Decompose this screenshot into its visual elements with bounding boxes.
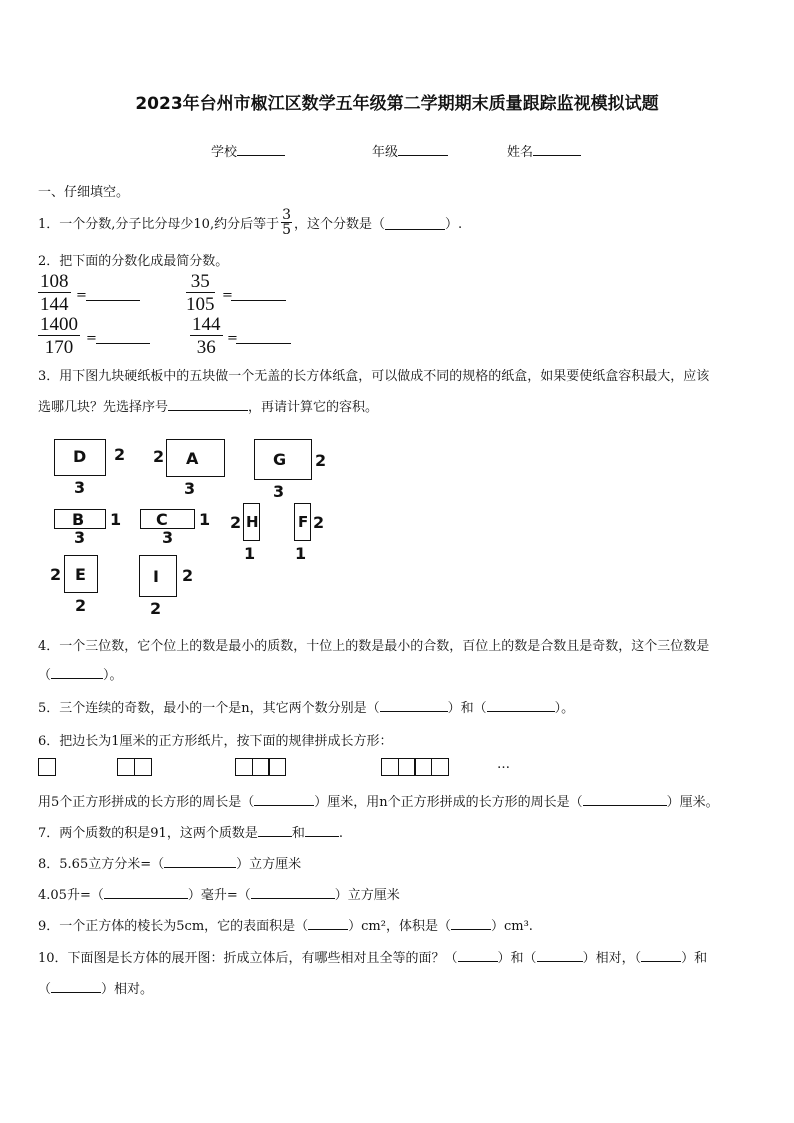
q8-text-3: 4.05升=（ [38, 888, 104, 903]
square [134, 758, 152, 776]
q8-blank-1[interactable] [164, 853, 236, 868]
question-9 [38, 915, 533, 934]
question-3-line-2 [38, 396, 378, 415]
board-i-bottom: 2 [150, 599, 162, 618]
question-4-line-1: 4．一个三位数，它个位上的数是最小的质数，十位上的数是最小的合数，百位上的数是合数且是奇数，这个三位数是 [38, 639, 710, 654]
q1-numerator: 3 [282, 206, 291, 223]
section-heading: 一、仔细填空。 [38, 185, 130, 200]
q2-eq-2: = [222, 288, 233, 303]
q8-text-2: ）立方厘米 [236, 857, 302, 872]
q10-text: 10．下面图是长方体的展开图：折成立体后，有哪些相对且全等的面？（ [38, 951, 458, 966]
board-d-side: 2 [114, 445, 126, 464]
q2-eq-1: = [76, 288, 87, 303]
square [117, 758, 135, 776]
q2-f3-denominator: 170 [44, 337, 74, 358]
q2-fraction-4 [190, 315, 223, 357]
square-row-2 [117, 758, 152, 776]
q10-blank-4[interactable] [51, 978, 101, 993]
board-b-bottom: 3 [74, 528, 86, 547]
q1-denominator: 5 [282, 221, 291, 238]
q8-blank-3[interactable] [251, 884, 335, 899]
square-row-1 [38, 758, 56, 776]
board-b-label: B [72, 510, 85, 529]
school-blank[interactable] [237, 141, 285, 156]
q10-text-4: ）和 [681, 951, 708, 966]
q6-blank-1[interactable] [254, 791, 314, 806]
board-a-label: A [186, 449, 199, 468]
grade-blank[interactable] [398, 141, 448, 156]
ellipsis: … [497, 757, 510, 772]
q2-f4-numerator: 144 [192, 314, 221, 335]
q6-text-2: ）厘米，用n个正方形拼成的长方形的周长是（ [314, 795, 583, 810]
board-d-label: D [73, 447, 87, 466]
q2-f1-denominator: 144 [40, 294, 69, 315]
q2-answer-3[interactable] [96, 343, 150, 344]
q5-blank-1[interactable] [380, 697, 448, 712]
q7-text-2: 和 [291, 826, 305, 841]
square [431, 758, 449, 776]
q2-fraction-3 [38, 315, 80, 357]
board-a-side: 2 [153, 447, 165, 466]
q2-answer-1[interactable] [86, 300, 140, 301]
q9-blank-1[interactable] [308, 915, 348, 930]
q5-text-2: ）和（ [447, 701, 487, 716]
question-2: 2．把下面的分数化成最简分数。 [38, 254, 229, 269]
board-g-side: 2 [315, 451, 327, 470]
q9-text-3: ）cm³. [490, 919, 533, 934]
name-label: 姓名 [507, 145, 534, 160]
q1-fraction [281, 208, 292, 237]
q1-blank[interactable] [385, 215, 445, 230]
q9-text-2: ）cm²，体积是（ [348, 919, 451, 934]
board-e-side: 2 [50, 565, 62, 584]
board-h-side: 2 [230, 513, 242, 532]
q2-f1-numerator: 108 [40, 271, 69, 292]
q3-blank[interactable] [168, 396, 248, 411]
q8-text-4: ）毫升=（ [187, 888, 251, 903]
q1-text: 1．一个分数,分子比分母少10,约分后等于 [38, 216, 280, 232]
question-6-line-2 [38, 791, 719, 810]
q2-f4-denominator: 36 [196, 337, 216, 358]
grade-field[interactable] [372, 141, 448, 160]
board-c-label: C [156, 510, 168, 529]
board-c-side: 1 [199, 510, 211, 529]
q2-answer-4[interactable] [236, 343, 291, 344]
q9-blank-2[interactable] [451, 915, 491, 930]
q2-f3-numerator: 1400 [40, 314, 78, 335]
q9-text: 9．一个正方体的棱长为5cm，它的表面积是（ [38, 919, 309, 934]
page-title: 2023年台州市椒江区数学五年级第二学期期末质量跟踪监视模拟试题 [135, 94, 659, 114]
q4-text: （ [38, 668, 52, 683]
board-g-bottom: 3 [273, 482, 285, 501]
board-b-side: 1 [110, 510, 122, 529]
q8-text: 8．5.65立方分米=（ [38, 857, 165, 872]
q4-text-2: ）。 [103, 668, 123, 683]
q6-blank-2[interactable] [583, 791, 667, 806]
q8-text-5: ）立方厘米 [334, 888, 400, 903]
q7-blank-2[interactable] [305, 822, 339, 837]
square [381, 758, 399, 776]
q1-text-3: ）. [445, 216, 463, 232]
question-4-line-2 [38, 664, 123, 683]
square-row-3 [235, 758, 286, 776]
q7-blank-1[interactable] [258, 822, 292, 837]
board-e-label: E [75, 565, 86, 584]
square [38, 758, 56, 776]
q2-fraction-1 [38, 272, 71, 314]
school-label: 学校 [211, 145, 238, 160]
q5-blank-2[interactable] [487, 697, 555, 712]
q7-text-3: . [338, 826, 343, 841]
q10-text-6: ）相对。 [101, 982, 154, 997]
question-5 [38, 697, 574, 716]
board-i-label: I [153, 567, 159, 586]
name-blank[interactable] [533, 141, 581, 156]
q6-text-3: ）厘米。 [666, 795, 719, 810]
q5-text-3: ）。 [554, 701, 575, 716]
school-field[interactable] [211, 141, 285, 160]
q8-blank-2[interactable] [104, 884, 188, 899]
board-h-bottom: 1 [244, 544, 256, 563]
q10-text-2: ）和（ [497, 951, 537, 966]
q3-text-2: ，再请计算它的容积。 [248, 400, 379, 415]
q2-f2-denominator: 105 [186, 294, 215, 315]
board-e-bottom: 2 [75, 596, 87, 615]
question-8-line-2 [38, 884, 400, 903]
question-1 [38, 204, 462, 240]
board-i-side: 2 [182, 566, 194, 585]
board-h-label: H [246, 513, 259, 531]
question-3-line-1: 3．用下图九块硬纸板中的五块做一个无盖的长方体纸盒，可以做成不同的规格的纸盒，如果要使纸盒容积最大，应该 [38, 369, 710, 384]
name-field[interactable] [507, 141, 581, 160]
q3-text: 选哪几块？先选择序号 [38, 400, 169, 415]
q4-blank[interactable] [51, 664, 103, 679]
question-6: 6．把边长为1厘米的正方形纸片，按下面的规律拼成长方形： [38, 734, 393, 749]
q10-text-3: ）相对，（ [582, 951, 642, 966]
q2-eq-4: = [227, 331, 238, 346]
q10-blank-2[interactable] [537, 947, 583, 962]
q2-answer-2[interactable] [231, 300, 286, 301]
square [414, 758, 432, 776]
q10-blank-1[interactable] [458, 947, 498, 962]
grade-label: 年级 [372, 145, 399, 160]
q1-text-2: ，这个分数是（ [294, 216, 386, 232]
q2-eq-3: = [86, 331, 97, 346]
board-a-bottom: 3 [184, 479, 196, 498]
question-10-line-2 [38, 978, 153, 997]
square [252, 758, 270, 776]
square [268, 758, 286, 776]
q2-f2-numerator: 35 [186, 272, 215, 293]
q10-blank-3[interactable] [641, 947, 681, 962]
board-g-label: G [273, 450, 287, 469]
q6-text: 用5个正方形拼成的长方形的周长是（ [38, 795, 255, 810]
square [235, 758, 253, 776]
board-f-side: 2 [313, 513, 325, 532]
question-8 [38, 853, 301, 872]
question-7 [38, 822, 343, 841]
board-c-bottom: 3 [162, 528, 174, 547]
board-d-bottom: 3 [74, 478, 86, 497]
question-10-line-1 [38, 947, 707, 966]
q5-text: 5．三个连续的奇数，最小的一个是n，其它两个数分别是（ [38, 701, 380, 716]
q10-text-5: （ [38, 982, 52, 997]
square [398, 758, 416, 776]
q7-text: 7．两个质数的积是91，这两个质数是 [38, 826, 258, 841]
board-f-bottom: 1 [295, 544, 307, 563]
q2-fraction-2 [186, 272, 215, 314]
board-f-label: F [298, 513, 309, 531]
square-row-4 [381, 758, 449, 776]
